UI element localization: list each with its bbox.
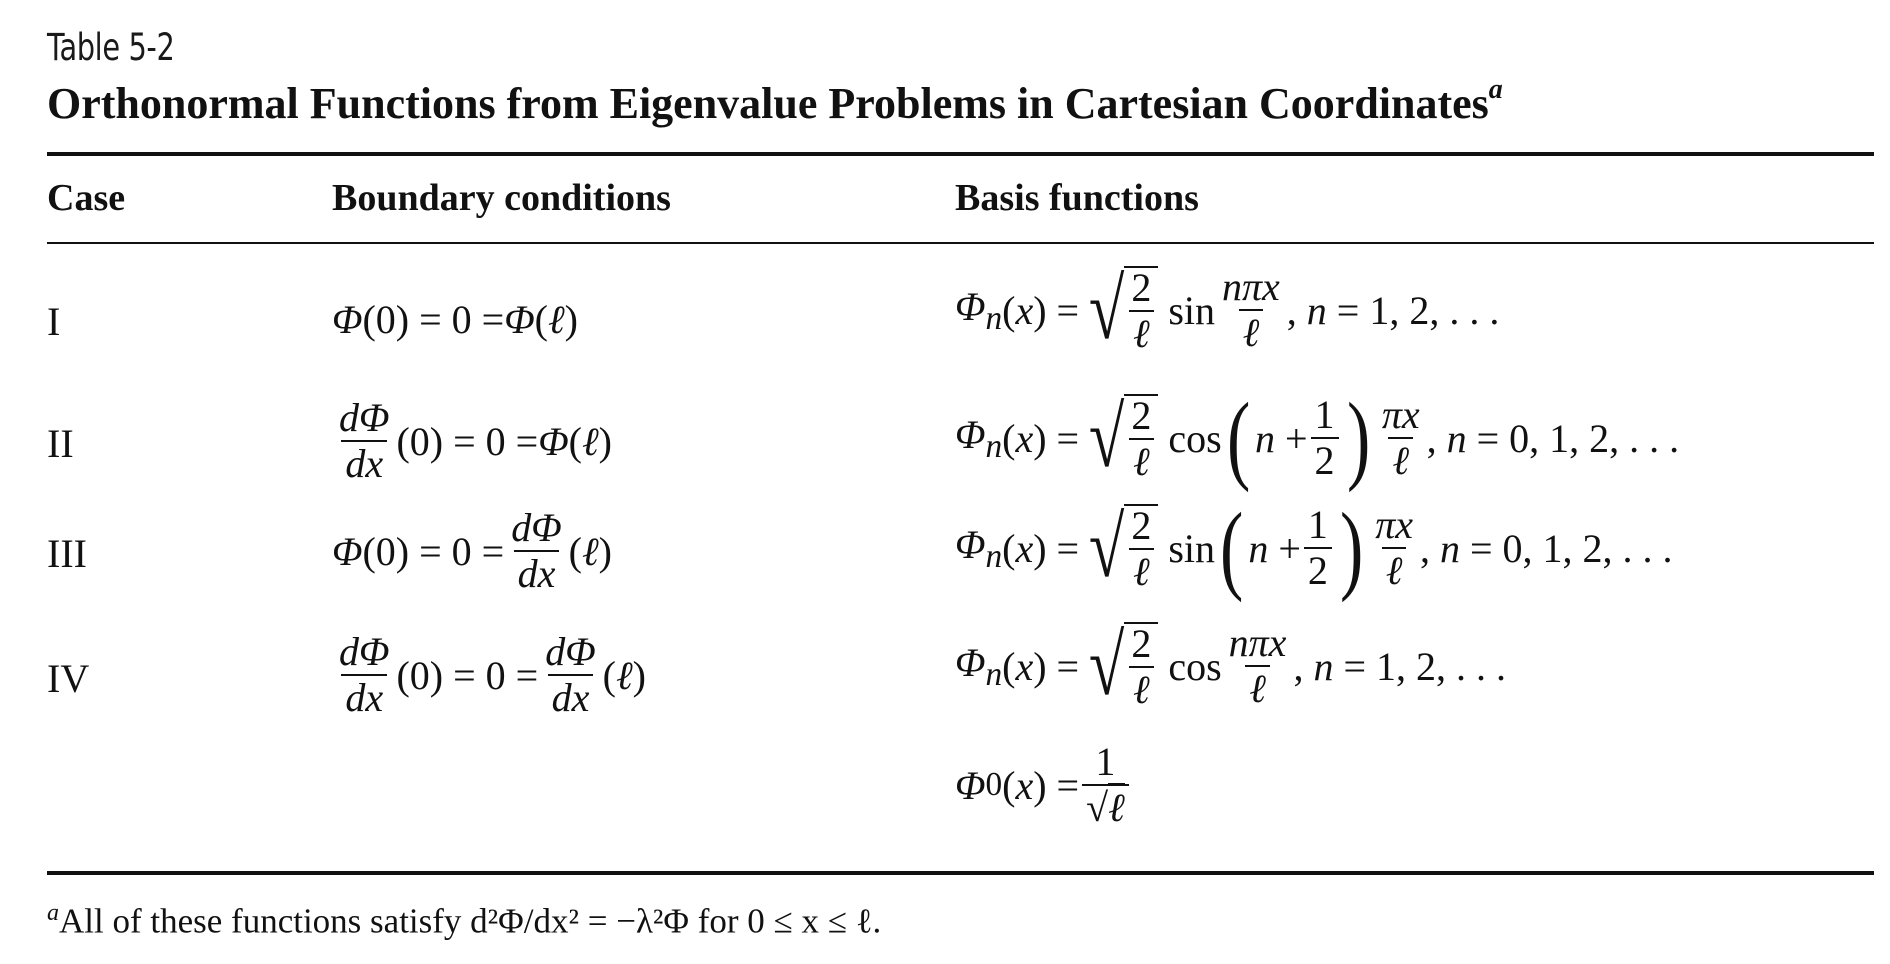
- column-header-basis-functions: Basis functions: [955, 177, 1199, 219]
- basis-function-iv: $\Phi_n$ ( x ) = √ $\frac{2}{\text{ℓ}}$ cos $\frac{\text{nπx}}{\text{ℓ}}$ , n = 1, 2, . . .: [955, 617, 1506, 713]
- case-label-iii: III: [47, 531, 87, 576]
- table-footnote: $^a$All of these functions satisfy d²Φ/dx² = −λ²Φ for 0 ≤ x ≤ ℓ.: [47, 900, 882, 941]
- case-label-iv: IV: [47, 656, 90, 701]
- basis-function-i: $\Phi_n$ ( x ) = √ $\frac{2}{\text{ℓ}}$ sin $\frac{\text{nπx}}{\text{ℓ}}$ , n = 1, 2, . . .: [955, 261, 1500, 357]
- boundary-condition-i: Φ (0) = 0 = Φ ( ℓ ): [332, 297, 578, 342]
- case-label-i: I: [47, 299, 61, 344]
- top-rule: [47, 152, 1874, 156]
- table-title: Orthonormal Functions from Eigenvalue Problems in Cartesian Coordinates$^a$: [47, 74, 1503, 128]
- bottom-rule: [47, 871, 1874, 875]
- column-header-case: Case: [47, 177, 126, 219]
- boundary-condition-ii: $\frac{d\Phi}{dx}$ (0) = 0 = Φ ( ℓ ): [339, 395, 612, 486]
- table-number: Table 5-2: [47, 26, 175, 69]
- basis-function-ii: $\Phi_n$ ( x ) = √ $\frac{2}{\text{ℓ}}$ cos ( n + $\frac{1}{2}$ ) $\frac{\pi x}{\text{ℓ}}$ , n = 0, 1, 2, . . .: [955, 382, 1680, 493]
- boundary-condition-iv: $\frac{d\Phi}{dx}$ (0) = 0 = $\frac{d\Phi}{dx}$ ( ℓ ): [339, 629, 646, 720]
- column-header-boundary-conditions: Boundary conditions: [332, 177, 671, 219]
- basis-function-iii: $\Phi_n$ ( x ) = √ $\frac{2}{\text{ℓ}}$ sin ( n + $\frac{1}{2}$ ) $\frac{\pi x}{\text{ℓ}}$ , n = 0, 1, 2, . . .: [955, 492, 1673, 603]
- basis-function-iv-constant: Φ 0 ( x ) = $\frac{1}{\text{√ℓ}}$: [955, 742, 1132, 828]
- header-rule: [47, 242, 1874, 244]
- boundary-condition-iii: Φ (0) = 0 = $\frac{d\Phi}{dx}$ ( ℓ ): [332, 505, 612, 596]
- case-label-ii: II: [47, 421, 74, 466]
